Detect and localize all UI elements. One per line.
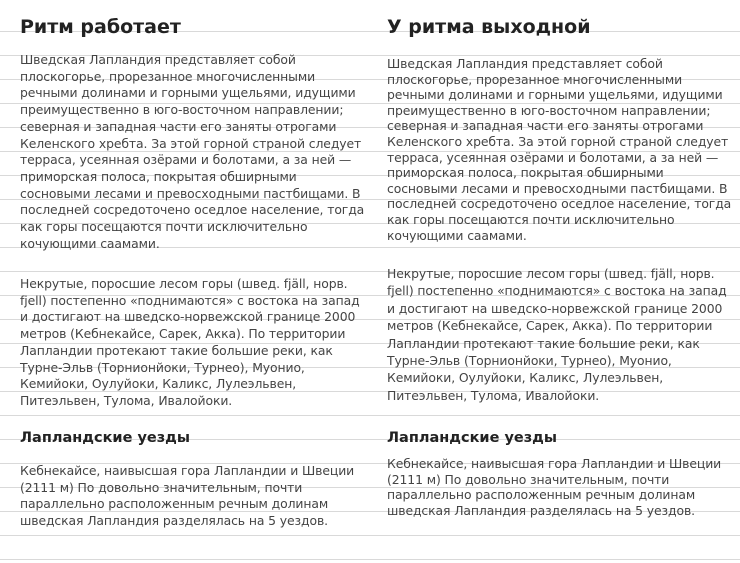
right-subtitle: Лапландские уезды bbox=[387, 430, 557, 446]
right-paragraph-2: Некрутые, поросшие лесом горы (швед. fjäll, норв. fjell) постепенно «поднимаются» с востока на запад и достигают на шведско-норвежской границе 2000 метров (Кебнекайсе, Сарек, Акка). По территории Лапландии протекают такие большие реки, как Турне-Эльв (Торнионйоки, Турнео), Муонио, Кемийоки, Оулуйоки, Каликс, Лулеэльвен, Питеэльвен, Тулома, Ивалойоки. bbox=[387, 266, 727, 403]
left-paragraph-2: Некрутые, поросшие лесом горы (швед. fjäll, норв. fjell) постепенно «поднимаются» с востока на запад и достигают на шведско-норвежской границе 2000 метров (Кебнекайсе, Сарек, Акка). По территории Лапландии протекают такие большие реки, как Турне-Эльв (Торнионйоки, Турнео), Муонио, Кемийоки, Оулуйоки, Каликс, Лулеэльвен, Питеэльвен, Тулома, Ивалойоки. bbox=[20, 276, 360, 408]
right-paragraph-1: Шведская Лапландия представляет собой плоскогорье, прорезанное многочисленными речными долинами и горными ущельями, идущими преимущественно в юго-восточном направлении; северная и западная части его заняты отрогами Келенского хребта. За этой горной страной следует терраса, усеянная озёрами и болотами, а за ней — приморская полоса, покрытая обширными сосновыми лесами и превосходными пастбищами. В последней сосредоточено оседлое население, тогда как горы посещаются почти исключительно кочующими саамами. bbox=[387, 56, 732, 243]
left-subtitle: Лапландские уезды bbox=[20, 430, 190, 446]
right-paragraph-3: Кебнекайсе, наивысшая гора Лапландии и Швеции (2111 м) По довольно значительным, почти параллельно расположенным речным долинам шведская Лапландия разделялась на 5 уездов. bbox=[387, 456, 722, 518]
left-paragraph-3: Кебнекайсе, наивысшая гора Лапландии и Швеции (2111 м) По довольно значительным, почти параллельно расположенным речным долинам шведская Лапландия разделялась на 5 уездов. bbox=[20, 463, 355, 529]
right-title: У ритма выходной bbox=[387, 16, 591, 38]
left-title: Ритм работает bbox=[20, 16, 181, 38]
left-paragraph-1: Шведская Лапландия представляет собой плоскогорье, прорезанное многочисленными речными долинами и горными ущельями, идущими преимущественно в юго-восточном направлении; северная и западная части его заняты отрогами Келенского хребта. За этой горной страной следует терраса, усеянная озёрами и болотами, а за ней — приморская полоса, покрытая обширными сосновыми лесами и превосходными пастбищами. В последней сосредоточено оседлое население, тогда как горы посещаются почти исключительно кочующими саамами. bbox=[20, 52, 365, 251]
